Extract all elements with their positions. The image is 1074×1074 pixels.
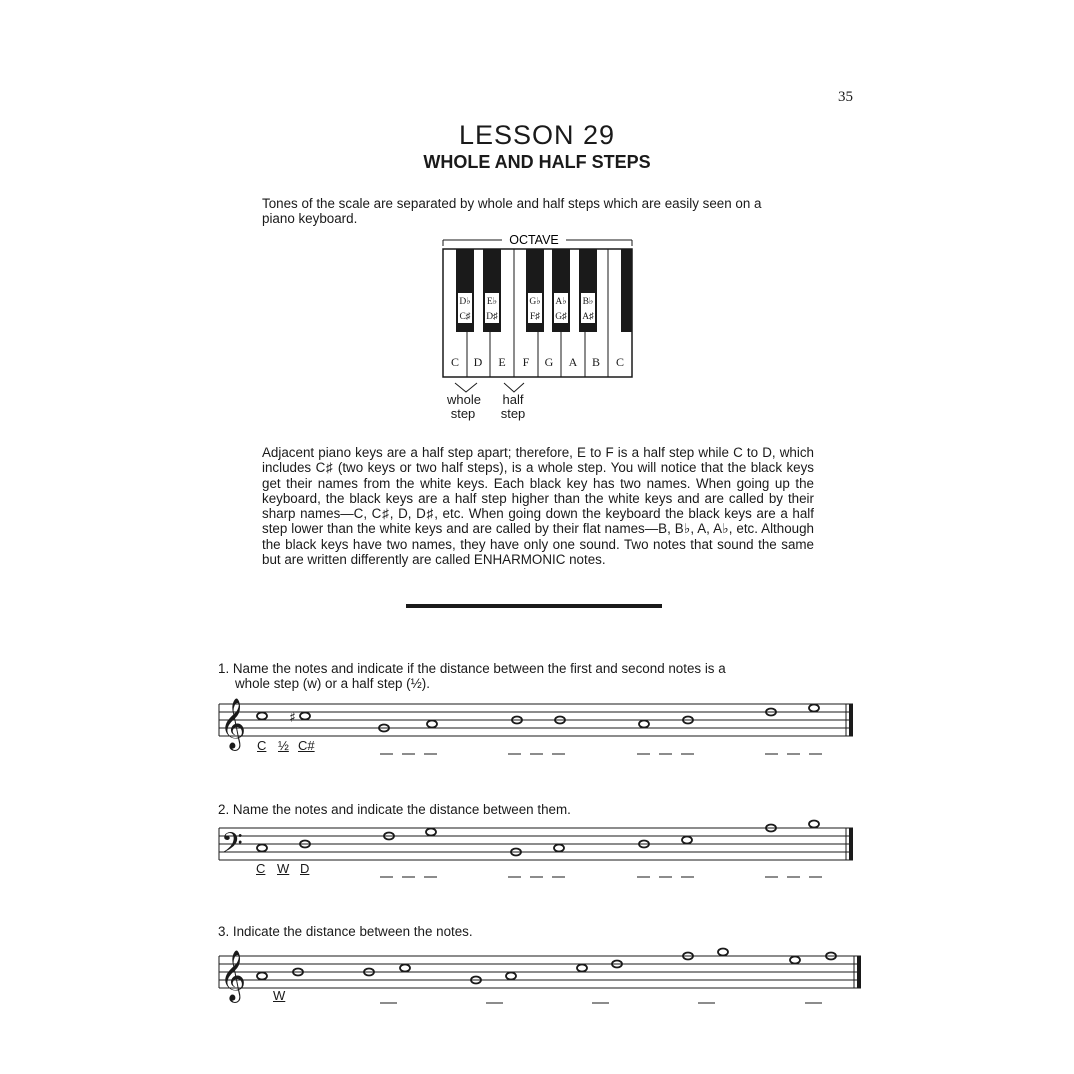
lesson-subtitle: WHOLE AND HALF STEPS <box>423 152 651 172</box>
treble-clef-icon: 𝄞 <box>220 698 247 749</box>
black-key-flat-4: A♭ <box>555 297 567 307</box>
example-answer-note1: C <box>257 738 267 753</box>
black-key-sharp-3: F♯ <box>529 312 541 322</box>
exercise-1-instruction-cont: whole step (w) or a half step (½). <box>235 676 430 691</box>
treble-clef-icon: 𝄞 <box>220 950 247 1001</box>
whole-note <box>577 965 587 972</box>
sharp-accidental: ♯ <box>289 710 296 726</box>
whole-note <box>506 973 516 980</box>
exercise-3-instruction: 3. Indicate the distance between the notes. <box>218 924 473 939</box>
example-answer-interval: ½ <box>278 738 289 753</box>
black-key-flat-2: E♭ <box>486 297 498 307</box>
whole-note <box>718 949 728 956</box>
white-key-label-2: D <box>473 355 483 369</box>
whole-step-label: whole <box>447 392 481 407</box>
example-answer-interval: W <box>277 861 290 876</box>
white-key-label-4: F <box>522 355 530 369</box>
example-answer-note2: C# <box>298 738 315 753</box>
white-key-label-3: E <box>498 355 506 369</box>
black-key-sharp-5: A♯ <box>582 312 594 322</box>
exercise-2-instruction: 2. Name the notes and indicate the distance between them. <box>218 802 571 817</box>
white-key-label-7: B <box>591 355 601 369</box>
octave-label: OCTAVE <box>509 233 559 247</box>
whole-note <box>257 973 267 980</box>
black-key-flat-5: B♭ <box>582 297 594 307</box>
black-key-sharp-4: G♯ <box>555 312 567 322</box>
black-key-sharp-2: D♯ <box>486 312 498 322</box>
white-key-label-6: A <box>568 355 578 369</box>
black-key-flat-1: D♭ <box>459 297 471 307</box>
exercise-1-instruction: 1. Name the notes and indicate if the distance between the first and second notes is a <box>218 661 726 676</box>
bass-clef-icon: 𝄢 <box>221 827 243 867</box>
intro-paragraph: Tones of the scale are separated by whole and half steps which are easily seen on a piano keyboard. <box>262 196 762 227</box>
black-key-sharp-1: C♯ <box>459 312 471 322</box>
white-key-label-5: G <box>544 355 554 369</box>
half-step-label-2: step <box>500 406 526 421</box>
lesson-title: LESSON 29 <box>458 120 616 150</box>
black-key-flat-3: G♭ <box>529 297 541 307</box>
example-answer-note2: D <box>300 861 310 876</box>
white-key-label-1: C <box>450 355 460 369</box>
whole-note <box>790 957 800 964</box>
example-answer-interval: W <box>273 988 286 1003</box>
example-answer-note1: C <box>256 861 266 876</box>
explanation-paragraph: Adjacent piano keys are a half step apart; therefore, E to F is a half step while C to D, which includes C♯ (two keys or two half steps), is a whole step. You will notice that the black keys get their names from the white keys. Each black key has two names. When going up the keyboard, the black keys are a half step higher than the white keys and are called by their sharp names—C, C♯, D, D♯, etc. When going down the keyboard the black keys are a half step lower than the white keys and are called by their flat names—B, B♭, A, A♭, etc. Although the black keys have two names, they have only one sound. Two notes that sound the same but are written differently are called ENHARMONIC notes. <box>262 445 814 568</box>
white-key-label-8: C <box>615 355 625 369</box>
whole-note <box>400 965 410 972</box>
whole-step-label-2: step <box>450 406 476 421</box>
half-step-label: half <box>502 392 524 407</box>
page-number: 35 <box>838 89 853 105</box>
